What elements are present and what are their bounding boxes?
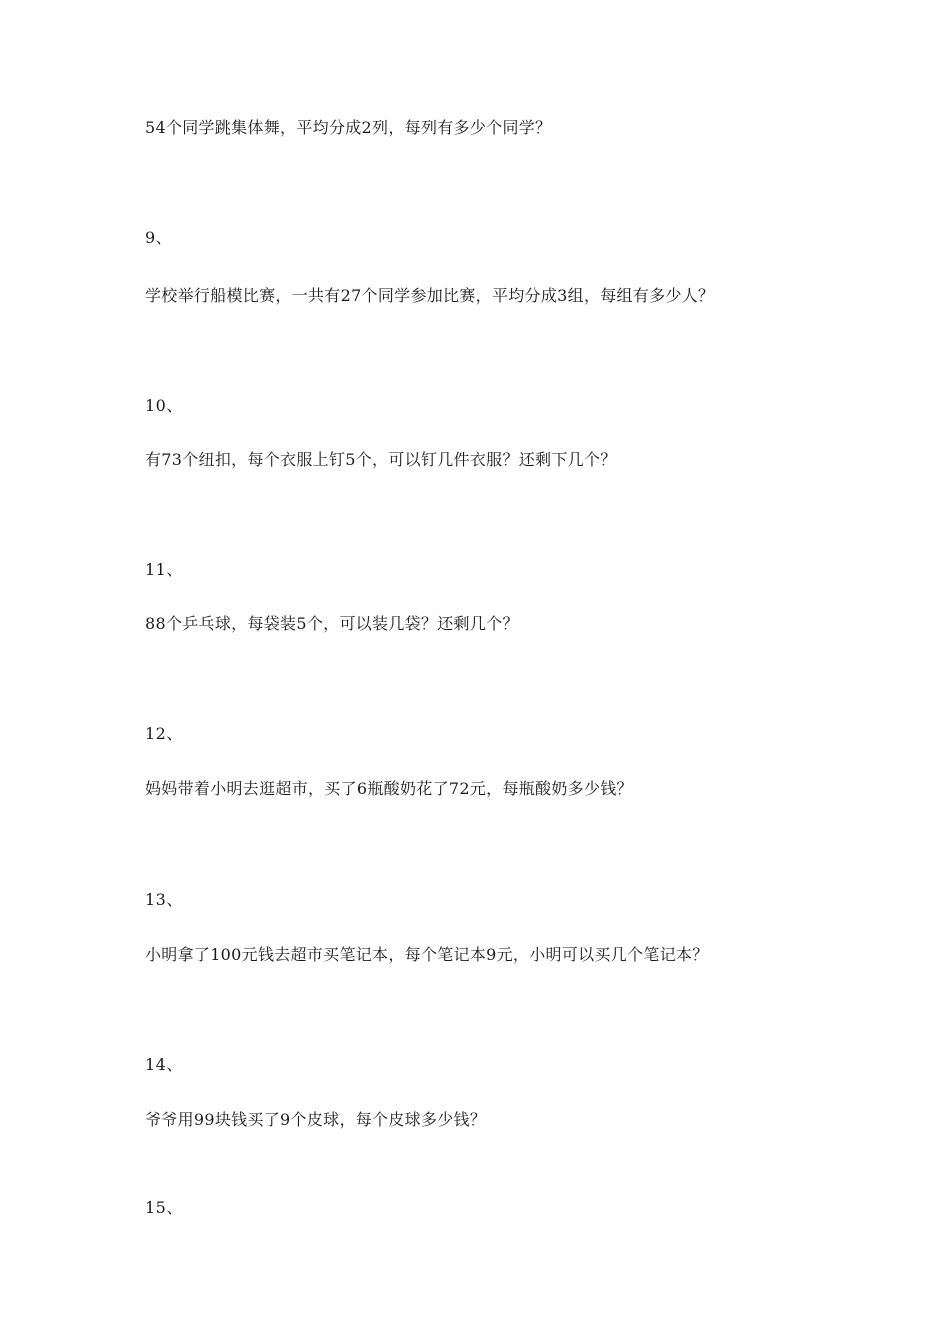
problem-12-text: 妈妈带着小明去逛超市，买了6瓶酸奶花了72元，每瓶酸奶多少钱？ (145, 779, 633, 798)
problem-9-text: 学校举行船模比赛，一共有27个同学参加比赛，平均分成3组，每组有多少人？ (145, 286, 715, 305)
problem-13-text: 小明拿了100元钱去超市买笔记本，每个笔记本9元，小明可以买几个笔记本？ (145, 945, 709, 964)
problem-11-text: 88个乒乓球，每袋装5个，可以装几袋？还剩几个？ (145, 614, 519, 633)
problem-13-number: 13、 (145, 890, 183, 909)
problem-10-text: 有73个纽扣，每个衣服上钉5个，可以钉几件衣服？还剩下几个？ (145, 450, 617, 469)
problem-9-number: 9、 (145, 228, 173, 247)
problem-11-number: 11、 (145, 560, 183, 579)
problem-15-number: 15、 (145, 1198, 183, 1217)
problem-14-number: 14、 (145, 1055, 183, 1074)
problem-14-text: 爷爷用99块钱买了9个皮球，每个皮球多少钱？ (145, 1110, 487, 1129)
problem-12-number: 12、 (145, 724, 183, 743)
problem-8-text: 54个同学跳集体舞，平均分成2列，每列有多少个同学？ (145, 118, 552, 137)
problem-10-number: 10、 (145, 396, 183, 415)
